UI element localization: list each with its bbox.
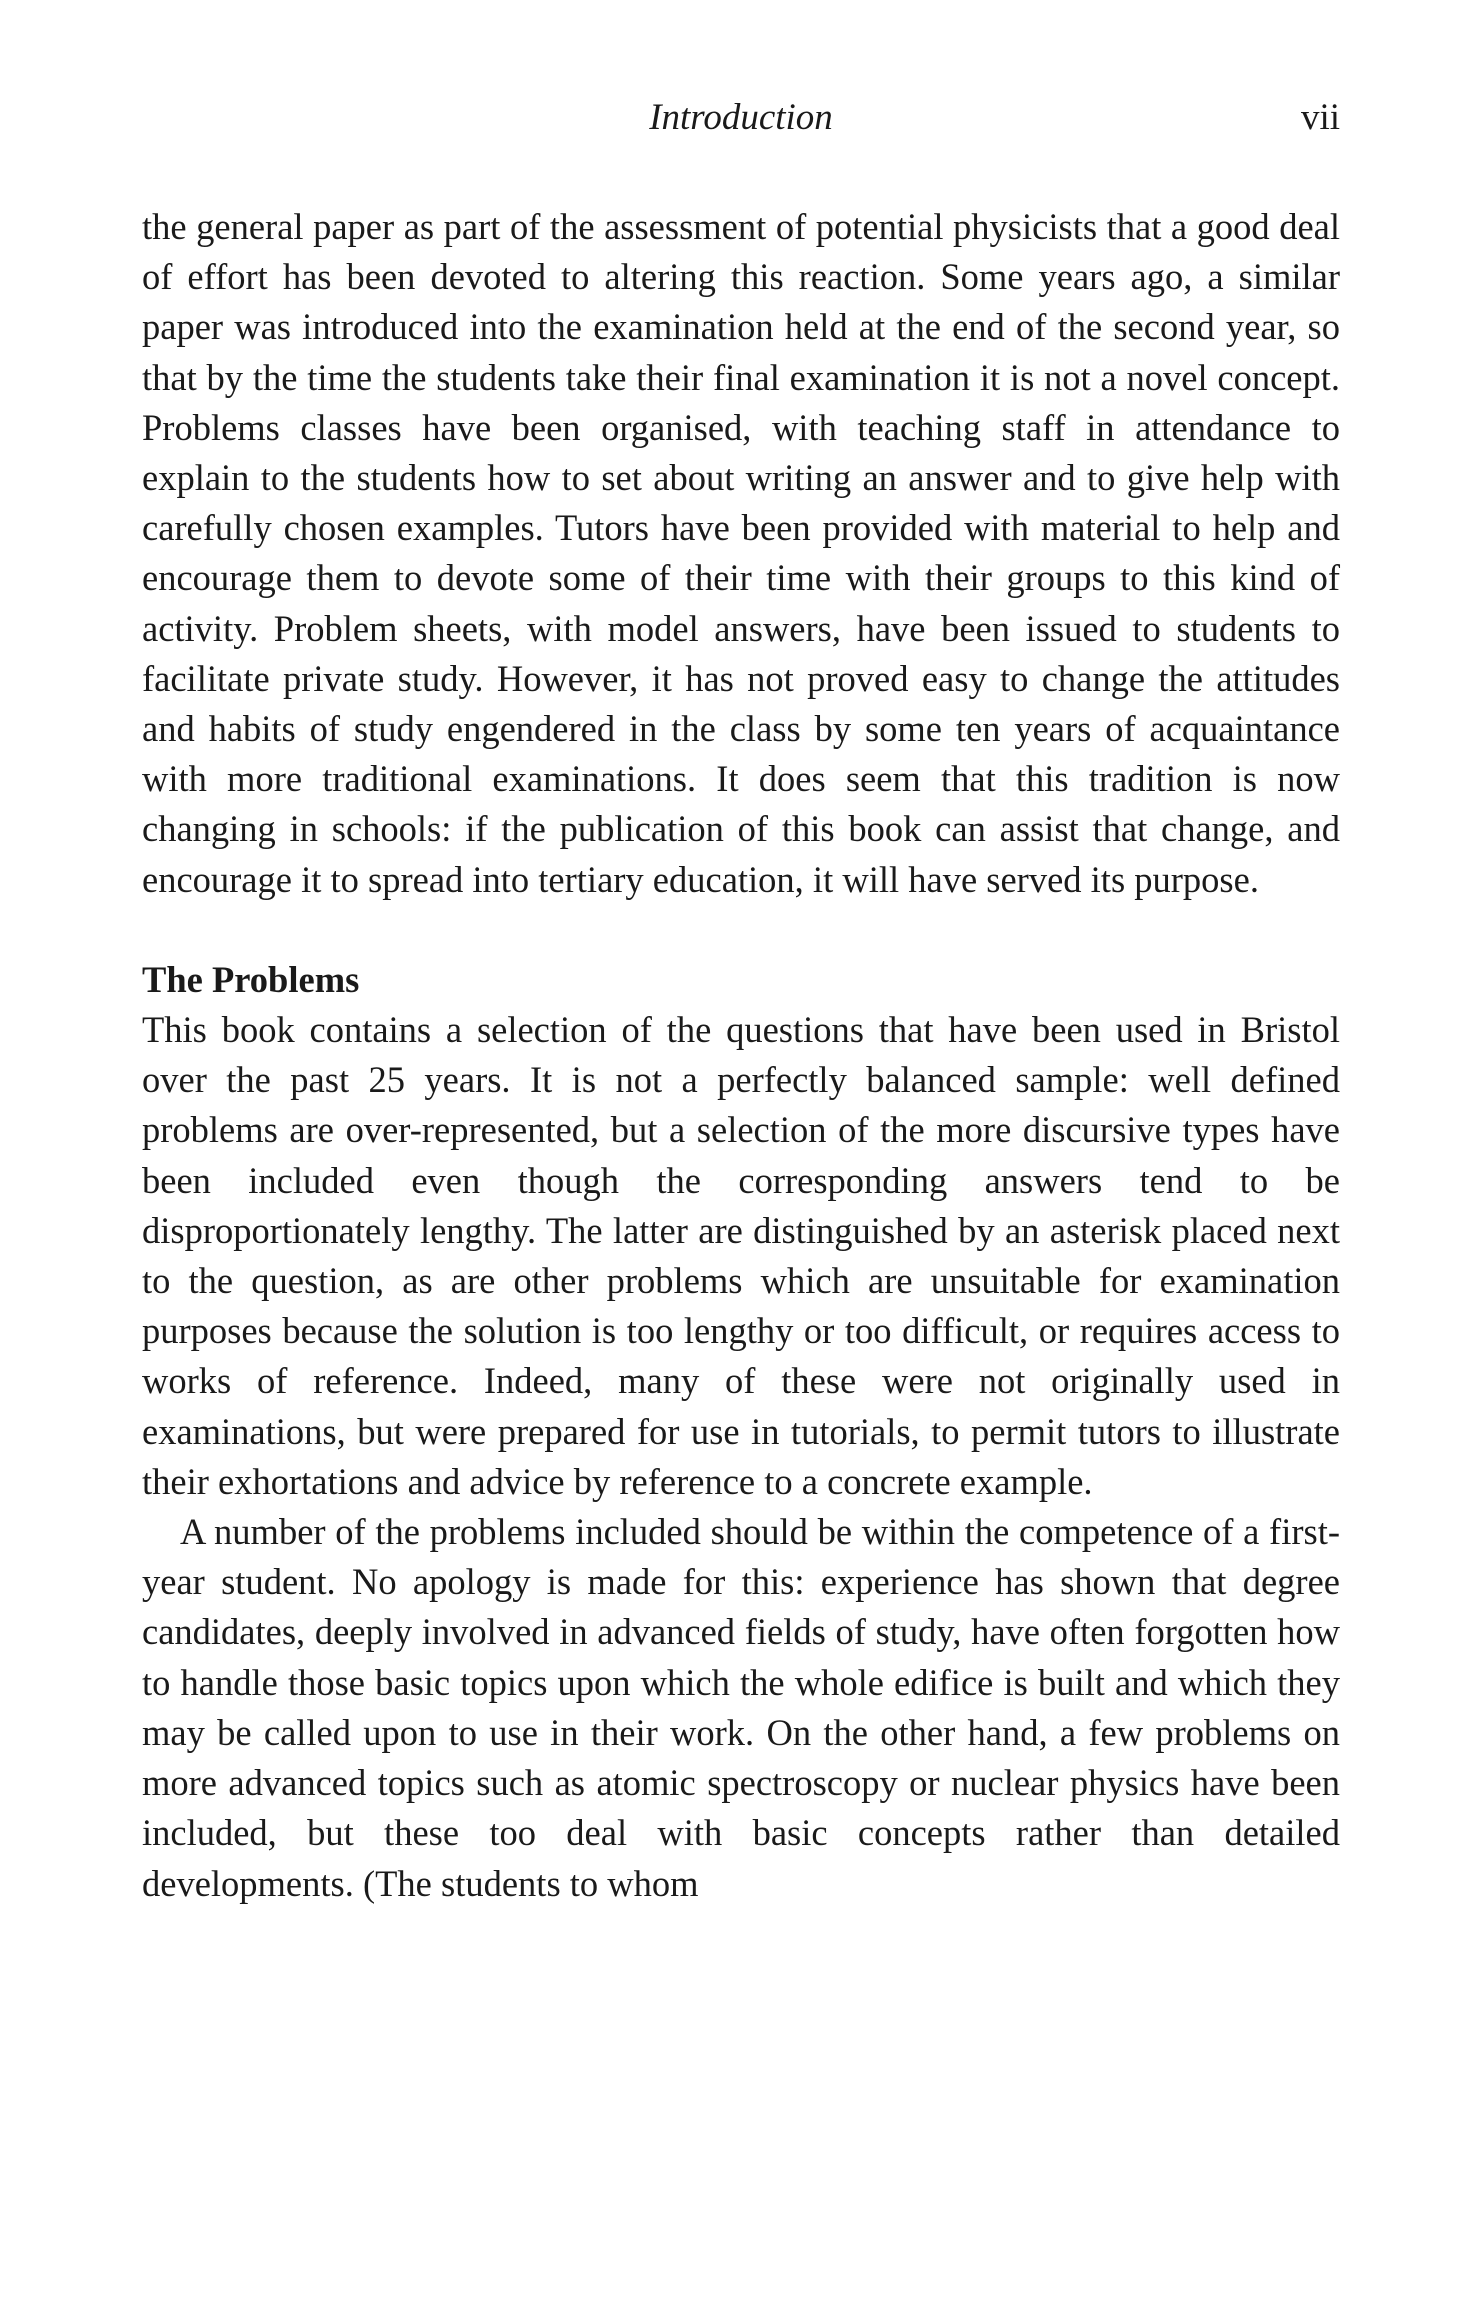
section-heading: The Problems (142, 958, 360, 1000)
paragraph-continued: the general paper as part of the assessment of potential physicists that a good deal of effort has been devoted to altering this reaction. Some years ago, a similar paper was introduced into the examination held at the end of the second year, so that by the time the students take their final examination it is not a novel concept. Problems classes have been organised, with teaching staff in attendance to explain to the students how to set about writing an answer and to give help with carefully chosen examples. Tutors have been provided with material to help and encourage them to devote some of their time with their groups to this kind of activity. Problem sheets, with model answers, have been issued to students to facilitate private study. However, it has not proved easy to change the attitudes and habits of study engendered in the class by some ten years of acquaintance with more traditional examinations. It does seem that this tradition is now changing in schools: if the publication of this book can assist that change, and encourage it to spread into tertiary education, it will have served its purpose. (142, 206, 1340, 900)
paragraph-problems-intro: This book contains a selection of the questions that have been used in Bristol over the past 25 years. It is not a perfectly balanced sample: well defined problems are over-represented, but a selection of the more discursive types have been included even though the corresponding answers tend to be disproportionately lengthy. The latter are distinguished by an asterisk placed next to the question, as are other problems which are unsuitable for examination purposes because the solution is too lengthy or too difficult, or requires access to works of reference. Indeed, many of these were not originally used in examinations, but were prepared for use in tutorials, to permit tutors to illustrate their exhortations and advice by reference to a concrete example. (142, 1009, 1340, 1502)
page-number: vii (1300, 97, 1340, 138)
paragraph-first-year: A number of the problems included should be within the competence of a first-year student. No apology is made for this: experience has shown that degree candidates, deeply involved in advanced fields of study, have often forgotten how to handle those basic topics upon which the whole edifice is built and which they may be called upon to use in their work. On the other hand, a few problems on more advanced topics such as atomic spectroscopy or nuclear physics have been included, but these too deal with basic concepts rather than detailed developments. (The students to whom (142, 1511, 1340, 1904)
body-text (142, 202, 1340, 1909)
running-head (142, 92, 1340, 144)
running-title: Introduction (649, 97, 833, 138)
